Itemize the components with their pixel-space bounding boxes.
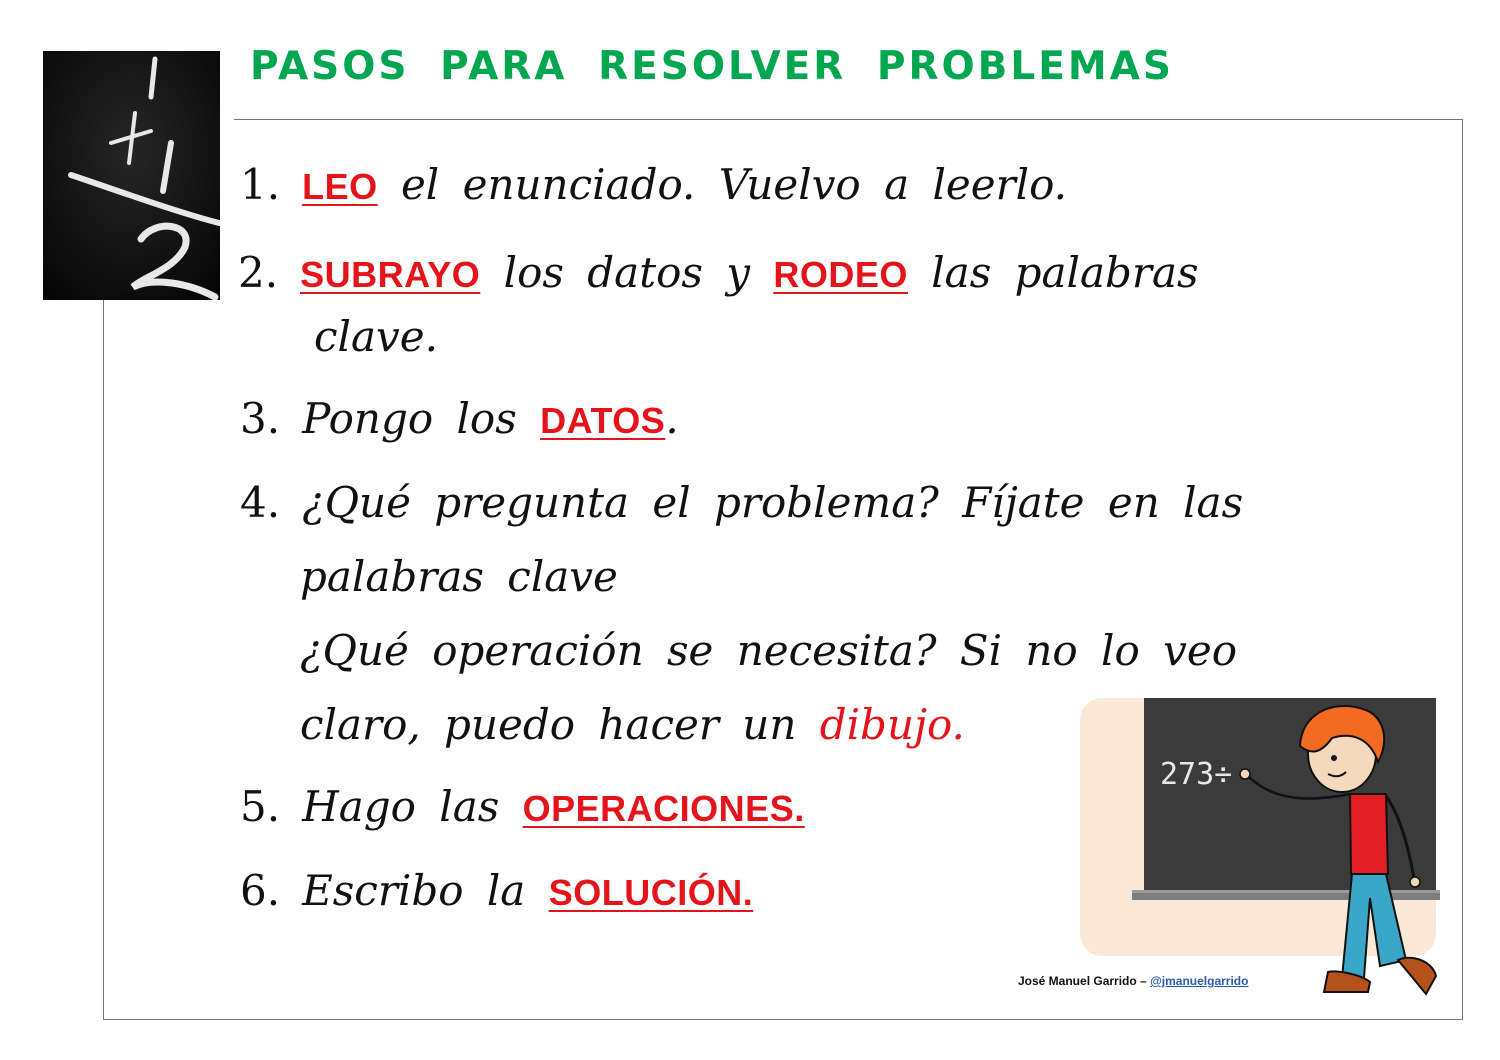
author-handle-link[interactable]: @jmanuelgarrido — [1150, 974, 1249, 988]
step-number: 6. — [240, 866, 281, 915]
frame-left-border — [103, 300, 104, 1020]
step-3 — [240, 394, 679, 443]
step-number: 2. — [238, 248, 279, 297]
keyword: DATOS — [540, 400, 666, 441]
step-number: 4. — [240, 478, 281, 527]
step-text: claro, puedo hacer un — [300, 700, 797, 749]
board-text: 273÷ — [1160, 757, 1233, 792]
highlight-word: dibujo. — [819, 700, 965, 749]
step-end: . — [665, 394, 679, 443]
step-1 — [240, 160, 1067, 209]
keyword: LEO — [302, 166, 378, 207]
step-text: Pongo los — [302, 394, 517, 443]
step-text: el enunciado. Vuelvo a leerlo. — [400, 160, 1068, 209]
keyword: OPERACIONES. — [522, 788, 805, 829]
frame-top-border — [234, 119, 1462, 120]
author-credit — [1018, 974, 1248, 988]
step-text-end: las palabras — [931, 248, 1199, 297]
page-title: PASOS PARA RESOLVER PROBLEMAS — [250, 44, 1174, 89]
step-number: 3. — [240, 394, 281, 443]
step-2 — [238, 248, 1199, 297]
keyword: SOLUCIÓN. — [548, 872, 754, 913]
step-number: 5. — [240, 782, 281, 831]
keyword-2: RODEO — [773, 254, 908, 295]
step-4-line-2: palabras clave — [300, 552, 618, 601]
step-4 — [240, 478, 1243, 527]
frame-bottom-border — [103, 1019, 1463, 1020]
step-6 — [240, 866, 753, 915]
step-text: Escribo la — [302, 866, 526, 915]
step-text: los datos y — [503, 248, 751, 297]
boy-at-blackboard-illustration — [1080, 698, 1445, 1000]
step-4-line-4 — [300, 700, 965, 749]
chalkboard-photo — [43, 51, 220, 300]
keyword: SUBRAYO — [300, 254, 481, 295]
frame-right-border — [1462, 119, 1463, 1020]
step-number: 1. — [240, 160, 281, 209]
step-4-line-3: ¿Qué operación se necesita? Si no lo veo — [300, 626, 1237, 675]
author-name: José Manuel Garrido – — [1018, 974, 1147, 988]
step-text: Hago las — [302, 782, 500, 831]
step-text: ¿Qué pregunta el problema? Fíjate en las — [302, 478, 1244, 527]
step-5 — [240, 782, 805, 831]
step-2-continuation: clave. — [314, 312, 438, 361]
